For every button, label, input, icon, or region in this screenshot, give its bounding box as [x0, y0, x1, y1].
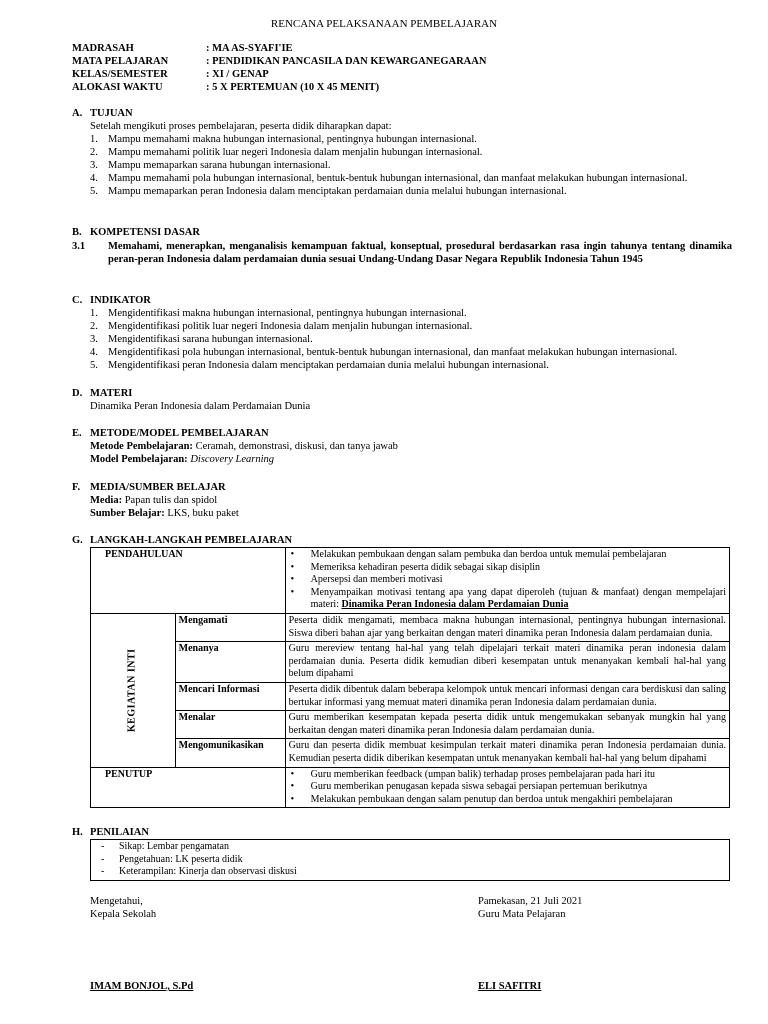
- list-item: 3. Mampu memaparkan sarana hubungan internasional.: [90, 160, 331, 171]
- step-label: Mengamati: [175, 613, 285, 641]
- list-item: - Sikap: Lembar pengamatan: [97, 841, 723, 854]
- header-key: MATA PELAJARAN: [72, 56, 169, 67]
- tujuan-list: [72, 133, 732, 198]
- step-label: Menanya: [175, 642, 285, 683]
- table-row: [91, 739, 730, 767]
- header-row: [72, 42, 293, 55]
- signature-left: [90, 895, 156, 921]
- list-item: 2. Mengidentifikasi politik luar negeri Indonesia dalam menjalin hubungan internasional.: [90, 321, 473, 332]
- table-row: [91, 642, 730, 683]
- header-value: : MA AS-SYAFI'IE: [206, 43, 293, 54]
- step-label: Menalar: [175, 711, 285, 739]
- list-item: 4. Mampu memahami pola hubungan internasional, bentuk-bentuk hubungan internasional, dan manfaat melakukan hubungan internasional.: [90, 173, 688, 184]
- step-text: Guru mereview tentang hal-hal yang telah dipelajari terkait materi dinamika peran indonesia dalam perdamaian dunia. Peserta didik kemudian diberi kesempatan untuk menanyakan kembali hal-hal yang belum dipahami: [285, 642, 729, 683]
- step-label: Mencari Informasi: [175, 682, 285, 710]
- header-key: KELAS/SEMESTER: [72, 69, 168, 80]
- penutup-row: [91, 767, 730, 808]
- penilaian-table: [90, 839, 730, 881]
- header-row: [72, 81, 379, 94]
- header-row: [72, 55, 486, 68]
- section-heading: B. KOMPETENSI DASAR: [72, 227, 200, 238]
- signature-left-line1: Mengetahui,: [90, 896, 143, 907]
- step-text: Guru dan peserta didik membuat kesimpulan terkait materi dinamika peran Indonesia perdamaian dunia. Kemudian peserta didik diberikan kesempatan untuk menanyakan kembali hal-hal yang belum dipahami: [285, 739, 729, 767]
- signature-right: [478, 895, 582, 921]
- header-key: ALOKASI WAKTU: [72, 82, 163, 93]
- penutup-label: PENUTUP: [91, 767, 286, 808]
- document-title: RENCANA PELAKSANAAN PEMBELAJARAN: [270, 18, 498, 30]
- list-item: 4. Mengidentifikasi pola hubungan internasional, bentuk-bentuk hubungan internasional, dan manfaat melakukan hubungan internasional.: [90, 347, 678, 358]
- header-value: : XI / GENAP: [206, 69, 269, 80]
- section-tujuan: [72, 107, 732, 198]
- indikator-list: [72, 307, 732, 372]
- model-row: Model Pembelajaran: Discovery Learning: [90, 454, 275, 465]
- section-heading: D. MATERI: [72, 388, 133, 399]
- pendahuluan-cell: • Melakukan pembukaan dengan salam pembuka dan berdoa untuk memulai pembelajaran • Memeriksa kehadiran peserta didik sebagai sikap disiplin • Apersepsi dan memberi motivasi • Menyampaikan motivasi tentang apa yang dapat diperoleh (tujuan & manfaat) dengan mempelajari materi: Dinamika Peran Indonesia dalam Perdamaian Dunia: [285, 548, 729, 614]
- section-kompetensi-dasar: [72, 226, 732, 266]
- signature-left-line2: Kepala Sekolah: [90, 909, 157, 920]
- section-heading: [72, 107, 732, 120]
- pendahuluan-label: PENDAHULUAN: [91, 548, 286, 614]
- section-heading: E. METODE/MODEL PEMBELAJARAN: [72, 428, 269, 439]
- section-langkah: [72, 534, 732, 547]
- header-value: : 5 X PERTEMUAN (10 X 45 MENIT): [206, 82, 380, 93]
- table-row: [91, 682, 730, 710]
- header-row: [72, 68, 269, 81]
- section-indikator: [72, 294, 732, 372]
- sumber-row: Sumber Belajar: LKS, buku paket: [90, 508, 239, 519]
- signature-right-name: ELI SAFITRI: [478, 981, 542, 992]
- metode-row: Metode Pembelajaran: Ceramah, demonstrasi, diskusi, dan tanya jawab: [90, 441, 398, 452]
- section-heading: H. PENILAIAN: [72, 827, 149, 838]
- list-item: 1. Mampu memahami makna hubungan internasional, pentingnya hubungan internasional.: [90, 134, 477, 145]
- header-key: MADRASAH: [72, 43, 134, 54]
- kegiatan-inti-label: KEGIATAN INTI: [91, 613, 176, 767]
- section-materi: [72, 387, 732, 413]
- table-row: [91, 613, 730, 641]
- signature-right-line1: Pamekasan, 21 Juli 2021: [478, 896, 583, 907]
- media-row: Media: Papan tulis dan spidol: [90, 495, 218, 506]
- pendahuluan-row: [91, 548, 730, 614]
- section-metode: [72, 427, 732, 466]
- list-item: - Pengetahuan: LK peserta didik: [97, 854, 723, 867]
- penutup-cell: • Guru memberikan feedback (umpan balik) terhadap proses pembelajaran pada hari itu • Guru memberikan penugasan kepada siswa sebagai persiapan pertemuan berikutnya • Melakukan pembukaan dengan salam penutup dan berdoa untuk mengakhiri pembelajaran: [285, 767, 729, 808]
- table-row: [91, 711, 730, 739]
- section-letter: A.: [72, 108, 83, 119]
- list-item: - Keterampilan: Kinerja dan observasi diskusi: [97, 866, 723, 879]
- list-item: 3. Mengidentifikasi sarana hubungan internasional.: [90, 334, 313, 345]
- kd-text: 3.1 Memahami, menerapkan, menganalisis kemampuan faktual, konseptual, prosedural berdasarkan rasa ingin tahunya tentang dinamika peran-peran Indonesia dalam perdamaian dunia sesuai Undang-Undang Dasar Negara Republik Indonesia Tahun 1945: [72, 241, 732, 265]
- section-heading: C. INDIKATOR: [72, 295, 151, 306]
- section-heading: G. LANGKAH-LANGKAH PEMBELAJARAN: [72, 535, 293, 546]
- list-item: 1. Mengidentifikasi makna hubungan internasional, pentingnya hubungan internasional.: [90, 308, 467, 319]
- langkah-table: [90, 547, 730, 808]
- signature-right-line2: Guru Mata Pelajaran: [478, 909, 566, 920]
- step-text: Peserta didik mengamati, membaca makna hubungan internasional, pentingnya hubungan internasional. Siswa diberi bahan ajar yang berkaitan dengan materi dinamika peran Indonesia dalam perdamaian dunia.: [285, 613, 729, 641]
- penilaian-cell: [91, 840, 730, 881]
- step-text: Guru memberikan kesempatan kepada peserta didik untuk mengemukakan sebanyak mungkin hal yang berkaitan dengan materi dinamika peran Indonesia dalam perdamaian dunia.: [285, 711, 729, 739]
- list-item: 5. Mampu memaparkan peran Indonesia dalam menciptakan perdamaian dunia melalui hubungan internasional.: [90, 186, 567, 197]
- signature-left-name: IMAM BONJOL, S.Pd: [90, 981, 194, 992]
- section-heading: F. MEDIA/SUMBER BELAJAR: [72, 482, 226, 493]
- list-item: 5. Mengidentifikasi peran Indonesia dalam menciptakan perdamaian dunia melalui hubungan internasional.: [90, 360, 549, 371]
- step-text: Peserta didik dibentuk dalam beberapa kelompok untuk mencari informasi dengan cara berdiskusi dan saling bertukar informasi yang memuat materi dinamika peran Indonesia dalam perdamaian dunia.: [285, 682, 729, 710]
- tujuan-intro: Setelah mengikuti proses pembelajaran, peserta didik diharapkan dapat:: [90, 121, 392, 132]
- section-penilaian: [72, 826, 732, 839]
- step-label: Mengomunikasikan: [175, 739, 285, 767]
- header-value: : PENDIDIKAN PANCASILA DAN KEWARGANEGARAAN: [206, 56, 487, 67]
- materi-text: Dinamika Peran Indonesia dalam Perdamaian Dunia: [90, 401, 311, 412]
- list-item: 2. Mampu memahami politik luar negeri Indonesia dalam menjalin hubungan internasional.: [90, 147, 483, 158]
- section-media: [72, 481, 732, 520]
- section-title: TUJUAN: [90, 108, 133, 119]
